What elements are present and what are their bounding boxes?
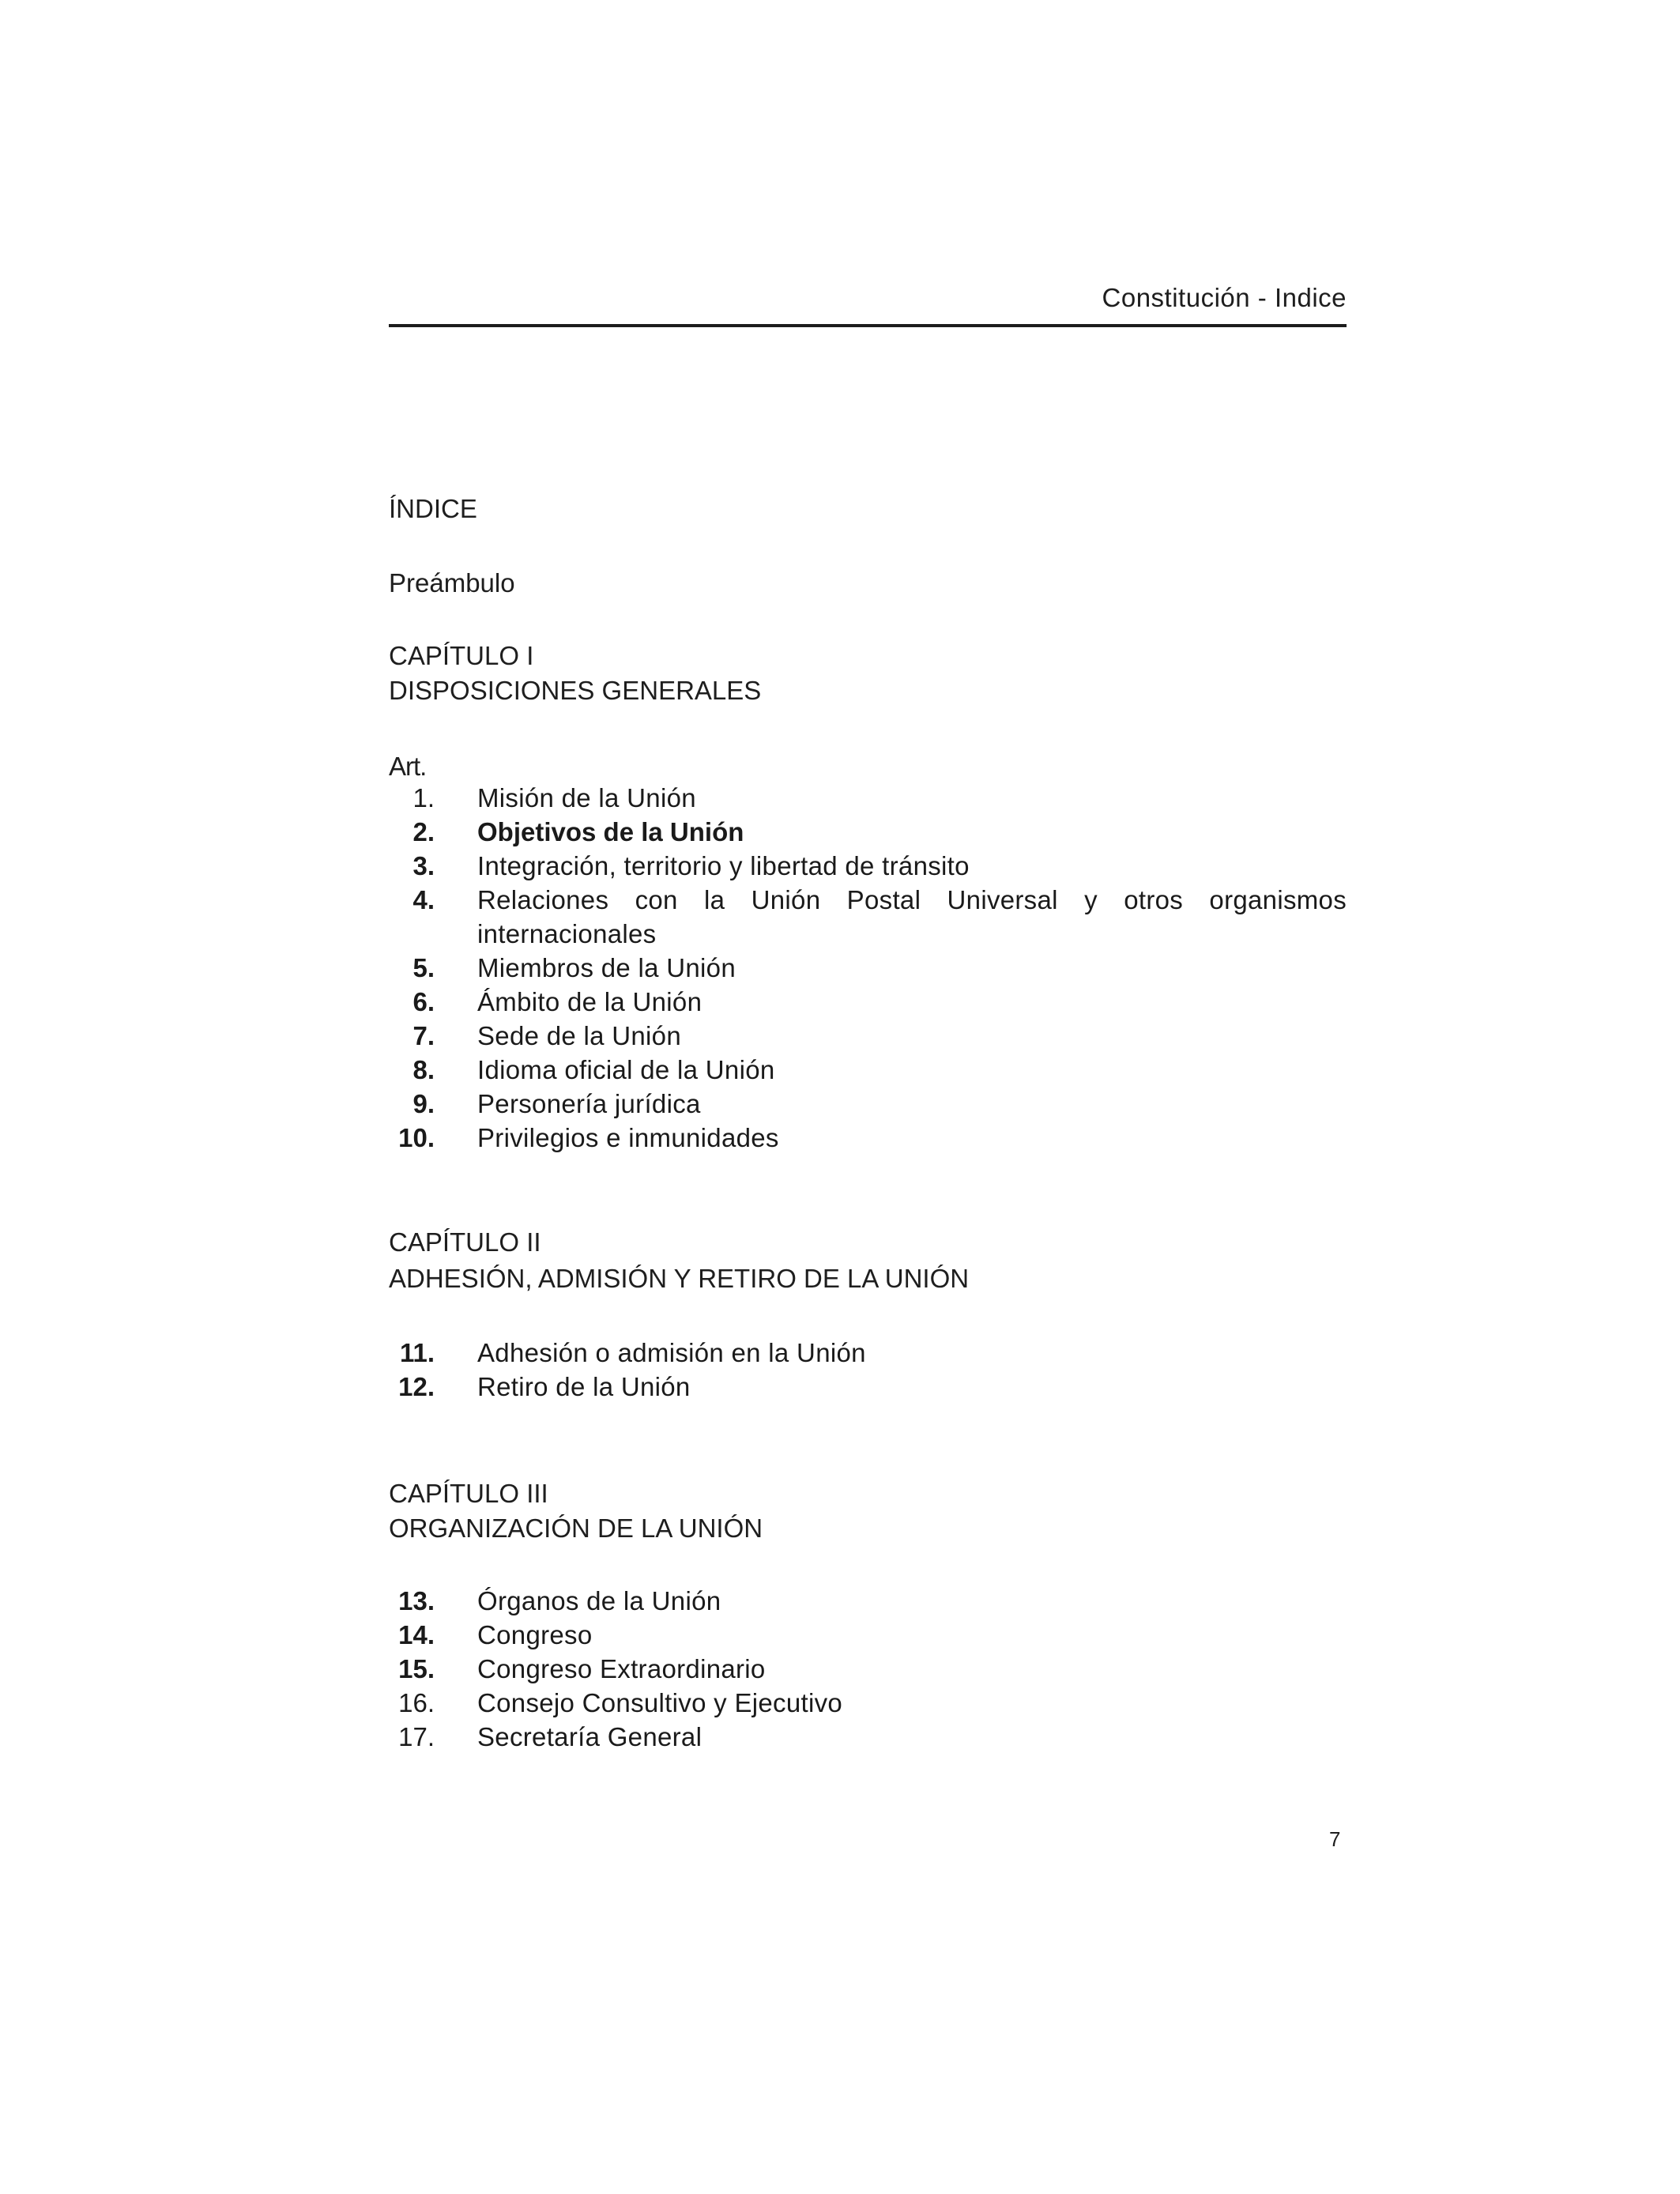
running-header-title: Constitución - Indice [1102,283,1347,312]
article-number: 13. [398,1586,435,1615]
article-title: Consejo Consultivo y Ejecutivo [477,1688,843,1717]
article-title: Adhesión o admisión en la Unión [477,1338,866,1367]
toc-entry [389,1336,1347,1370]
article-number: 6. [412,987,435,1016]
article-number: 14. [398,1620,435,1649]
article-number: 9. [412,1089,435,1118]
article-title: Personería jurídica [477,1089,701,1118]
toc-entry [389,883,1347,951]
article-number: 1. [412,783,435,812]
article-title: Ámbito de la Unión [477,987,703,1016]
toc-entry [389,1087,1347,1121]
chapter-2-entries [389,1336,1347,1404]
chapter-3-label: CAPÍTULO III [389,1479,548,1508]
article-title: Objetivos de la Unión [477,817,744,846]
article-number: 11. [399,1338,435,1367]
article-number: 7. [412,1021,435,1050]
article-number: 4. [412,885,435,914]
toc-entry [389,1053,1347,1087]
article-title: Órganos de la Unión [477,1586,721,1615]
toc-entry [389,985,1347,1019]
article-title: Misión de la Unión [477,783,696,812]
article-title: Miembros de la Unión [477,953,736,982]
article-number: 16. [398,1688,435,1717]
preamble-entry: Preámbulo [389,568,515,598]
toc-entry [389,781,1347,815]
toc-entry [389,1370,1347,1404]
chapter-3-entries [389,1584,1347,1754]
art-label: Art. [389,752,427,781]
chapter-3-title: ORGANIZACIÓN DE LA UNIÓN [389,1514,763,1543]
article-number: 17. [398,1722,435,1751]
article-number: 12. [398,1372,435,1401]
article-title: Relaciones con la Unión Postal Universal y otros organismos internacionales [477,885,1347,948]
chapter-2-label: CAPÍTULO II [389,1227,541,1257]
toc-entry [389,1019,1347,1053]
toc-entry [389,1584,1347,1618]
toc-entry [389,951,1347,985]
toc-entry [389,815,1347,849]
toc-entry [389,1121,1347,1155]
chapter-1-entries [389,781,1347,1155]
toc-entry [389,1686,1347,1720]
toc-entry [389,1720,1347,1754]
article-number: 8. [412,1055,435,1084]
article-number: 15. [398,1654,435,1683]
chapter-1-label: CAPÍTULO I [389,641,534,670]
article-title: Integración, territorio y libertad de tránsito [477,851,970,880]
running-header [389,283,1347,330]
article-title: Congreso [477,1620,593,1649]
toc-entry [389,1618,1347,1652]
page-number: 7 [1329,1827,1341,1851]
chapter-2-title: ADHESIÓN, ADMISIÓN Y RETIRO DE LA UNIÓN [389,1264,970,1293]
article-number: 5. [412,953,435,982]
article-title: Secretaría General [477,1722,703,1751]
article-number: 2. [412,817,435,846]
index-heading: ÍNDICE [389,494,477,523]
article-title: Sede de la Unión [477,1021,681,1050]
toc-entry [389,849,1347,883]
article-number: 3. [412,851,435,880]
chapter-1-title: DISPOSICIONES GENERALES [389,676,762,705]
article-title: Privilegios e inmunidades [477,1123,779,1152]
article-number: 10. [398,1123,435,1152]
article-title: Congreso Extraordinario [477,1654,766,1683]
article-title: Idioma oficial de la Unión [477,1055,775,1084]
article-title: Retiro de la Unión [477,1372,691,1401]
toc-entry [389,1652,1347,1686]
header-rule [389,324,1347,327]
